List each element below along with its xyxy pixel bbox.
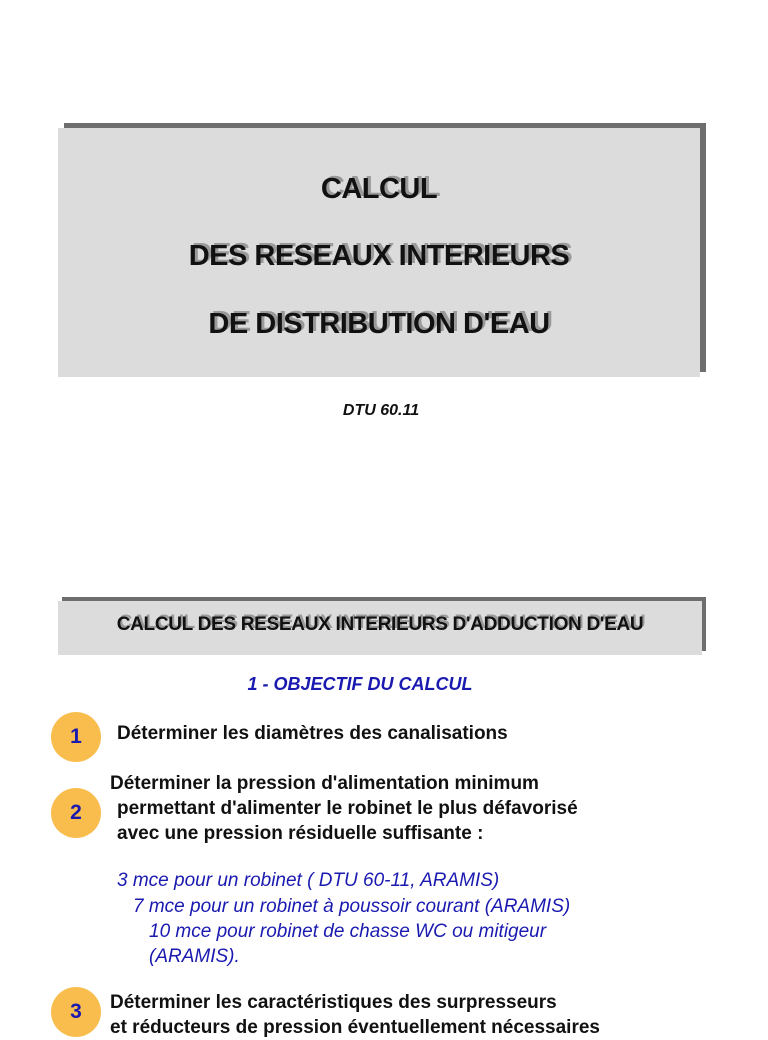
title-line-3: DE DISTRIBUTION D'EAU (208, 308, 550, 340)
number-badge-2: 2 (51, 788, 101, 838)
pressure-note-2: 7 mce pour un robinet à poussoir courant (ARAMIS) (133, 896, 571, 917)
title-line-2: DES RESEAUX INTERIEURS (188, 240, 570, 272)
section-title-box (58, 601, 702, 655)
item-3-line-2: et réducteurs de pression éventuellement nécessaires (110, 1017, 600, 1038)
pressure-note-4: (ARAMIS). (149, 946, 240, 967)
pressure-note-3: 10 mce pour robinet de chasse WC ou mitigeur (149, 921, 547, 942)
title-line-1: CALCUL (320, 173, 438, 205)
item-1-text: Déterminer les diamètres des canalisations (117, 723, 508, 744)
item-2-line-1: Déterminer la pression d'alimentation minimum (110, 773, 539, 794)
section-heading: 1 - OBJECTIF DU CALCUL (247, 674, 473, 694)
item-2-line-3: avec une pression résiduelle suffisante : (117, 823, 484, 844)
pressure-note-1: 3 mce pour un robinet ( DTU 60-11, ARAMIS) (117, 870, 500, 891)
number-badge-3: 3 (51, 987, 101, 1037)
title-slide-box (58, 128, 700, 377)
item-3-line-1: Déterminer les caractéristiques des surpresseurs (110, 992, 557, 1013)
item-2-line-2: permettant d'alimenter le robinet le plus défavorisé (117, 798, 578, 819)
dtu-reference: DTU 60.11 (342, 402, 420, 419)
section-title: CALCUL DES RESEAUX INTERIEURS D'ADDUCTION D'EAU (116, 614, 644, 635)
number-badge-1: 1 (51, 712, 101, 762)
